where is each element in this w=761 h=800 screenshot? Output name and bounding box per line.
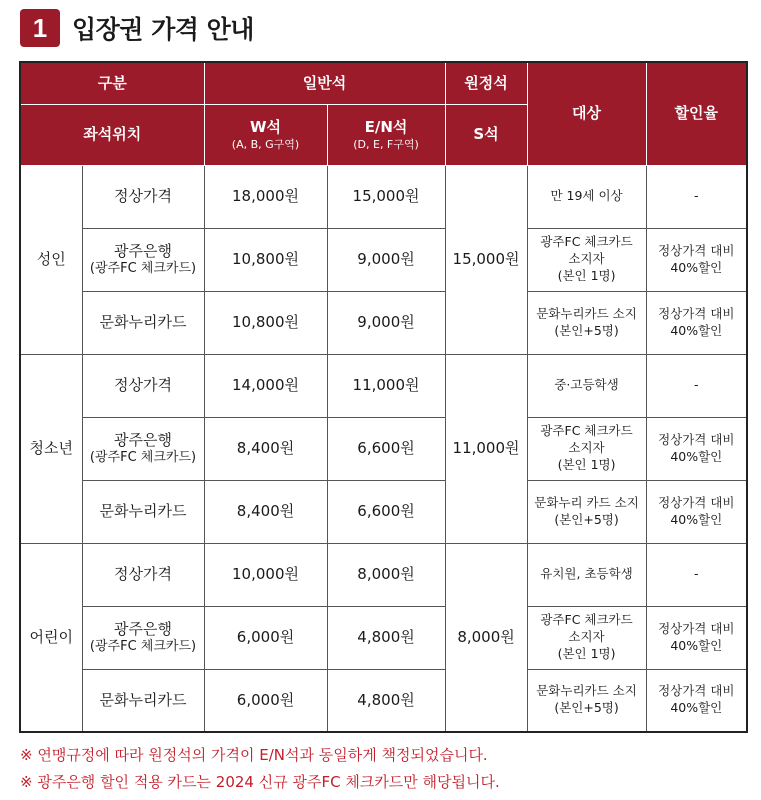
discount-cell: - [646, 165, 747, 228]
en-seat-price: 6,600원 [327, 417, 445, 480]
table-row [20, 480, 747, 543]
w-seat-price: 6,000원 [204, 669, 327, 732]
ticket-type-name: 광주은행 [114, 431, 172, 449]
en-seat-price: 15,000원 [327, 165, 445, 228]
section-number-badge: 1 [20, 9, 60, 47]
ticket-type [82, 228, 204, 291]
age-group-label: 청소년 [20, 354, 82, 543]
header-s-seat: S석 [445, 104, 527, 165]
note-2: ※ 광주은행 할인 적용 카드는 2024 신규 광주FC 체크카드만 해당됩니다. [20, 773, 500, 791]
ticket-type: 정상가격 [82, 165, 204, 228]
target-cell: 문화누리카드 소지 (본인+5명) [527, 291, 646, 354]
ticket-type: 문화누리카드 [82, 291, 204, 354]
table-row [20, 606, 747, 669]
w-seat-price: 10,800원 [204, 291, 327, 354]
table-row [20, 165, 747, 228]
w-seat-price: 8,400원 [204, 417, 327, 480]
discount-cell: 정상가격 대비 40%할인 [646, 480, 747, 543]
ticket-type-sub: (광주FC 체크카드) [89, 638, 197, 654]
target-cell: 유치원, 초등학생 [527, 543, 646, 606]
target-cell: 광주FC 체크카드 소지자 (본인 1명) [527, 417, 646, 480]
header-w-seat [204, 104, 327, 165]
discount-cell: 정상가격 대비 40%할인 [646, 606, 747, 669]
table-row [20, 354, 747, 417]
header-seat-location: 좌석위치 [20, 104, 204, 165]
table-row [20, 669, 747, 732]
ticket-type-name: 광주은행 [114, 620, 172, 638]
discount-cell: 정상가격 대비 40%할인 [646, 669, 747, 732]
w-seat-price: 10,000원 [204, 543, 327, 606]
age-group-label: 어린이 [20, 543, 82, 732]
w-seat-zones: (A, B, G구역) [231, 137, 300, 151]
discount-cell: 정상가격 대비 40%할인 [646, 291, 747, 354]
en-seat-price: 9,000원 [327, 228, 445, 291]
note-1: ※ 연맹규정에 따라 원정석의 가격이 E/N석과 동일하게 책정되었습니다. [20, 746, 488, 764]
w-seat-label: W석 [249, 117, 282, 136]
target-cell: 광주FC 체크카드 소지자 (본인 1명) [527, 606, 646, 669]
w-seat-price: 10,800원 [204, 228, 327, 291]
table-row [20, 228, 747, 291]
table-row [20, 291, 747, 354]
en-seat-price: 8,000원 [327, 543, 445, 606]
header-general: 일반석 [204, 62, 445, 104]
ticket-type: 문화누리카드 [82, 669, 204, 732]
ticket-type-sub: (광주FC 체크카드) [89, 449, 197, 465]
ticket-type-name: 광주은행 [114, 242, 172, 260]
ticket-type [82, 606, 204, 669]
ticket-type: 문화누리카드 [82, 480, 204, 543]
header-target: 대상 [527, 62, 646, 165]
discount-cell: - [646, 543, 747, 606]
w-seat-price: 6,000원 [204, 606, 327, 669]
en-seat-zones: (D, E, F구역) [353, 137, 419, 151]
en-seat-price: 6,600원 [327, 480, 445, 543]
age-group-label: 성인 [20, 165, 82, 354]
en-seat-price: 4,800원 [327, 606, 445, 669]
table-row [20, 543, 747, 606]
header-category: 구분 [20, 62, 204, 104]
target-cell: 문화누리 카드 소지 (본인+5명) [527, 480, 646, 543]
en-seat-price: 9,000원 [327, 291, 445, 354]
s-seat-price: 11,000원 [445, 354, 527, 543]
ticket-type: 정상가격 [82, 354, 204, 417]
en-seat-price: 11,000원 [327, 354, 445, 417]
en-seat-label: E/N석 [364, 117, 408, 136]
title-text: 입장권 가격 안내 [72, 15, 254, 44]
s-seat-price: 15,000원 [445, 165, 527, 354]
header-away: 원정석 [445, 62, 527, 104]
target-cell: 문화누리카드 소지 (본인+5명) [527, 669, 646, 732]
target-cell: 중·고등학생 [527, 354, 646, 417]
header-discount: 할인율 [646, 62, 747, 165]
page-title [20, 8, 254, 48]
w-seat-price: 14,000원 [204, 354, 327, 417]
discount-cell: - [646, 354, 747, 417]
discount-cell: 정상가격 대비 40%할인 [646, 417, 747, 480]
target-cell: 광주FC 체크카드 소지자 (본인 1명) [527, 228, 646, 291]
discount-cell: 정상가격 대비 40%할인 [646, 228, 747, 291]
en-seat-price: 4,800원 [327, 669, 445, 732]
ticket-price-table [19, 61, 748, 733]
table-row [20, 417, 747, 480]
ticket-type-sub: (광주FC 체크카드) [89, 260, 197, 276]
s-seat-price: 8,000원 [445, 543, 527, 732]
header-en-seat [327, 104, 445, 165]
target-cell: 만 19세 이상 [527, 165, 646, 228]
ticket-type [82, 417, 204, 480]
w-seat-price: 8,400원 [204, 480, 327, 543]
w-seat-price: 18,000원 [204, 165, 327, 228]
notes [20, 742, 500, 796]
ticket-type: 정상가격 [82, 543, 204, 606]
